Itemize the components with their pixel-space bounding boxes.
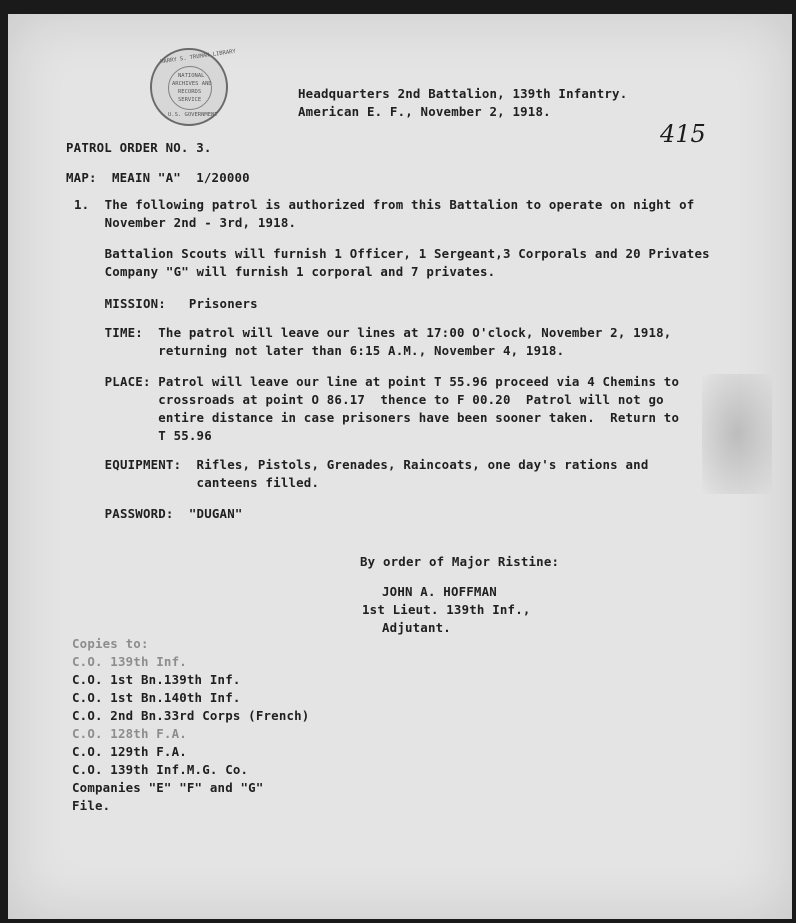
copies-item-5: C.O. 128th F.A. — [72, 726, 187, 741]
stamp-center-line-2: ARCHIVES AND — [172, 81, 212, 87]
equipment-line-2: canteens filled. — [74, 475, 320, 490]
stamp-center-line-4: SERVICE — [178, 97, 202, 103]
document-page — [8, 14, 792, 919]
stamp-ring-text: HARRY S. TRUMAN LIBRARY — [159, 48, 237, 66]
copies-item-7: C.O. 139th Inf.M.G. Co. — [72, 762, 249, 777]
time-line-2: returning not later than 6:15 A.M., November 4, 1918. — [74, 343, 565, 358]
map-line: MAP: MEAIN "A" 1/20000 — [66, 170, 250, 185]
equipment-line-1: EQUIPMENT: Rifles, Pistols, Grenades, Raincoats, one day's rations and — [74, 457, 649, 472]
order-title: PATROL ORDER NO. 3. — [66, 140, 212, 155]
place-line-3: entire distance in case prisoners have been sooner taken. Return to — [74, 410, 680, 425]
handwritten-page-number: 415 — [660, 120, 706, 148]
place-line-2: crossroads at point O 86.17 thence to F 00.20 Patrol will not go — [74, 392, 664, 407]
copies-item-6: C.O. 129th F.A. — [72, 744, 187, 759]
library-stamp-seal — [150, 48, 237, 126]
paragraph-1-line-1: 1. The following patrol is authorized from this Battalion to operate on night of — [74, 197, 695, 212]
copies-item-1: C.O. 139th Inf. — [72, 654, 187, 669]
stamp-center-line-3: RECORDS — [178, 89, 202, 95]
copies-item-4: C.O. 2nd Bn.33rd Corps (French) — [72, 708, 310, 723]
place-line-1: PLACE: Patrol will leave our line at point T 55.96 proceed via 4 Chemins to — [74, 374, 680, 389]
copies-item-2: C.O. 1st Bn.139th Inf. — [72, 672, 241, 687]
copies-item-3: C.O. 1st Bn.140th Inf. — [72, 690, 241, 705]
signature-name: JOHN A. HOFFMAN — [382, 584, 497, 599]
paper-smudge — [702, 374, 772, 494]
header-line-2: American E. F., November 2, 1918. — [298, 104, 551, 119]
signature-title: Adjutant. — [382, 620, 451, 635]
copies-header: Copies to: — [72, 636, 149, 651]
place-line-4: T 55.96 — [74, 428, 212, 443]
paragraph-2-line-2: Company "G" will furnish 1 corporal and 7 privates. — [74, 264, 496, 279]
signature-rank: 1st Lieut. 139th Inf., — [362, 602, 531, 617]
password-line: PASSWORD: "DUGAN" — [74, 506, 243, 521]
paragraph-2-line-1: Battalion Scouts will furnish 1 Officer, 1 Sergeant,3 Corporals and 20 Privates — [74, 246, 710, 261]
stamp-center-line-1: NATIONAL — [178, 73, 205, 79]
copies-item-9: File. — [72, 798, 111, 813]
time-line-1: TIME: The patrol will leave our lines at 17:00 O'clock, November 2, 1918, — [74, 325, 672, 340]
header-line-1: Headquarters 2nd Battalion, 139th Infantry. — [298, 86, 628, 101]
stamp-bottom-text: U.S. GOVERNMENT — [168, 112, 218, 118]
paragraph-1-line-2: November 2nd - 3rd, 1918. — [74, 215, 297, 230]
by-order-line: By order of Major Ristine: — [360, 554, 560, 569]
copies-item-8: Companies "E" "F" and "G" — [72, 780, 264, 795]
mission-line: MISSION: Prisoners — [74, 296, 258, 311]
